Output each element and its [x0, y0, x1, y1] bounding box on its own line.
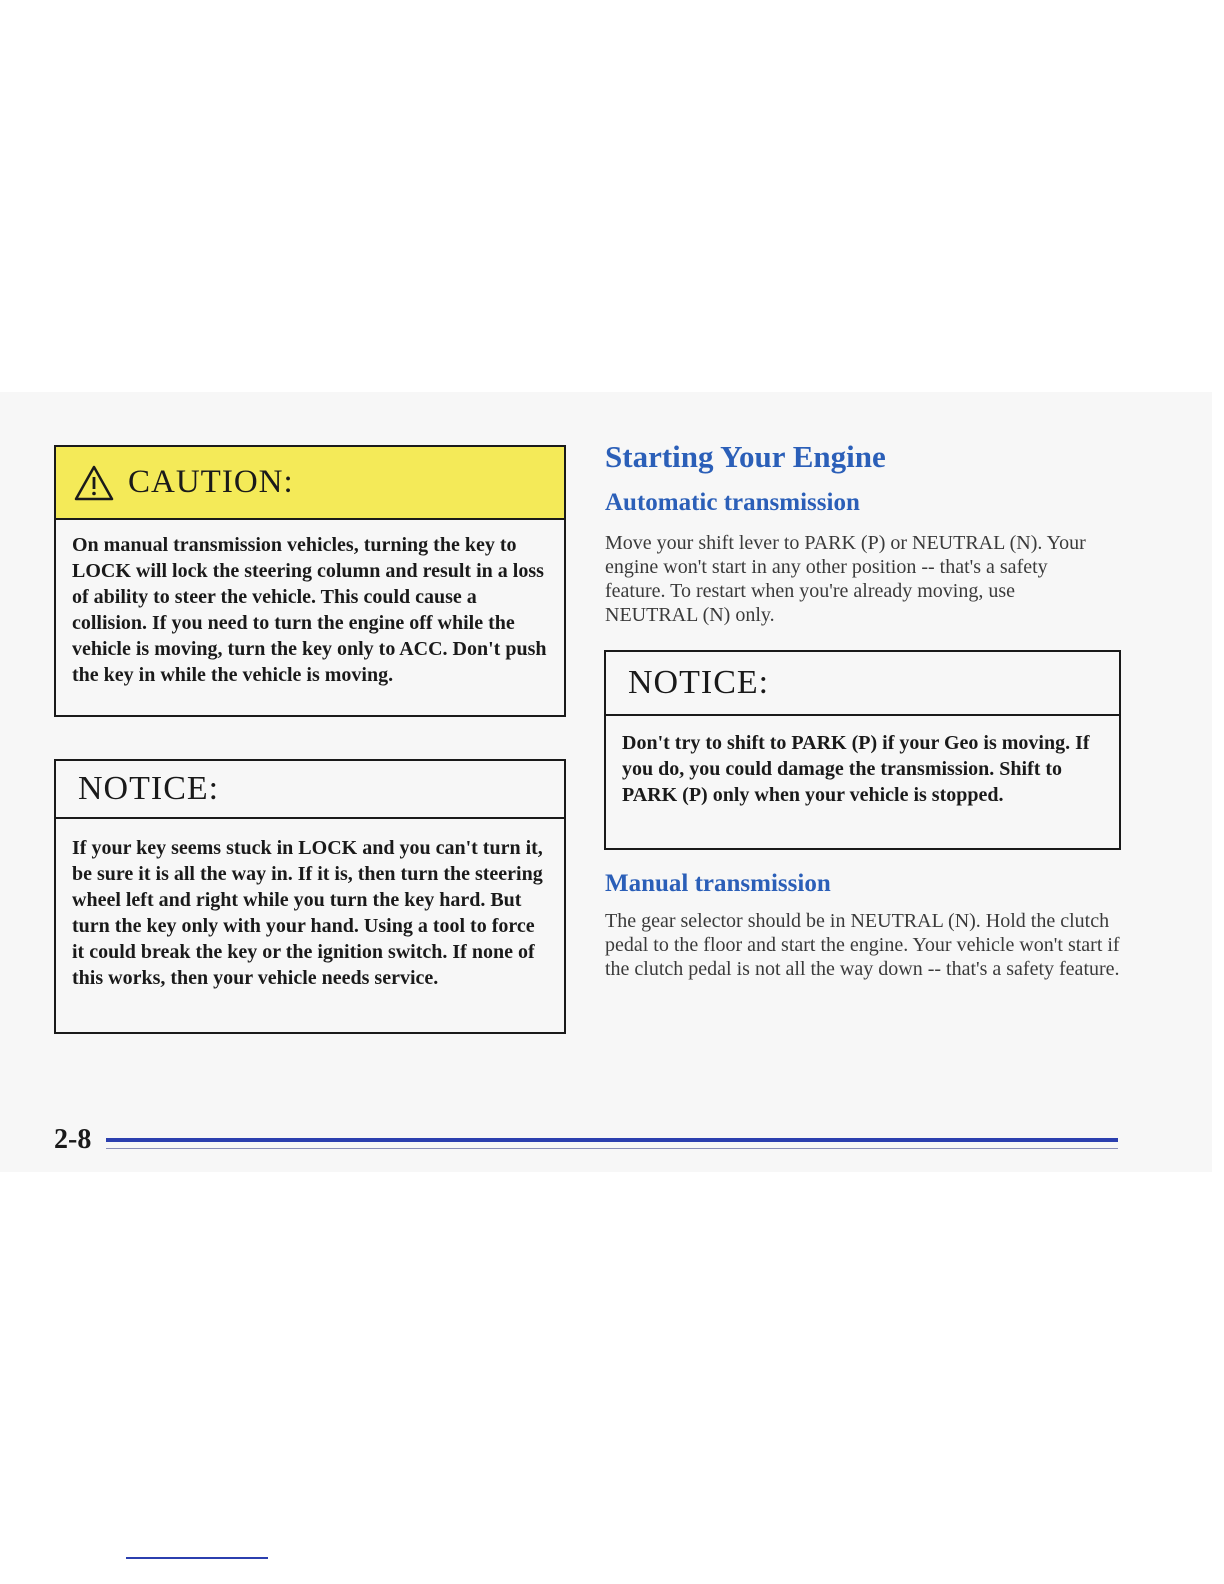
footer-rule [106, 1138, 1118, 1142]
caution-header [56, 447, 564, 520]
notice-header [56, 761, 564, 819]
section-heading: Starting Your Engine [605, 439, 886, 474]
notice-header [606, 652, 1119, 716]
warning-triangle-icon [74, 465, 114, 501]
notice-text: If your key seems stuck in LOCK and you can't turn it, be sure it is all the way in. If it is, then turn the steering wheel left and right while you turn the key hard. But turn the key only with your hand. Using a tool to force it could break the key or the ignition switch. If none of this works, then your vehicle needs service. [72, 837, 543, 989]
caution-box [54, 445, 566, 717]
notice-title: NOTICE: [628, 664, 770, 701]
automatic-transmission-heading: Automatic transmission [605, 489, 860, 516]
ignition-notice-box [54, 759, 566, 1034]
manual-transmission-heading: Manual transmission [605, 870, 831, 897]
caution-title: CAUTION: [128, 464, 294, 500]
park-notice-box [604, 650, 1121, 850]
notice-title: NOTICE: [78, 770, 220, 807]
footer-rule-thin [106, 1148, 1118, 1149]
automatic-transmission-text: Move your shift lever to PARK (P) or NEUTRAL (N). Your engine won't start in any other position -- that's a safety feature. To restart when you're already moving, use NEUTRAL (N) only. [605, 532, 1086, 626]
manual-transmission-text: The gear selector should be in NEUTRAL (N). Hold the clutch pedal to the floor and start the engine. Your vehicle won't start if the clutch pedal is not all the way down -- that's a safety feature. [605, 910, 1120, 980]
caution-text: On manual transmission vehicles, turning the key to LOCK will lock the steering column and result in a loss of ability to steer the vehicle. This could cause a collision. If you need to turn the engine off while the vehicle is moving, turn the key only to ACC. Don't push the key in while the vehicle is moving. [72, 534, 547, 686]
notice-text: Don't try to shift to PARK (P) if your Geo is moving. If you do, you could damage the transmission. Shift to PARK (P) only when your vehicle is stopped. [622, 732, 1090, 806]
bottom-mark [126, 1557, 268, 1559]
page-number: 2-8 [54, 1124, 92, 1155]
